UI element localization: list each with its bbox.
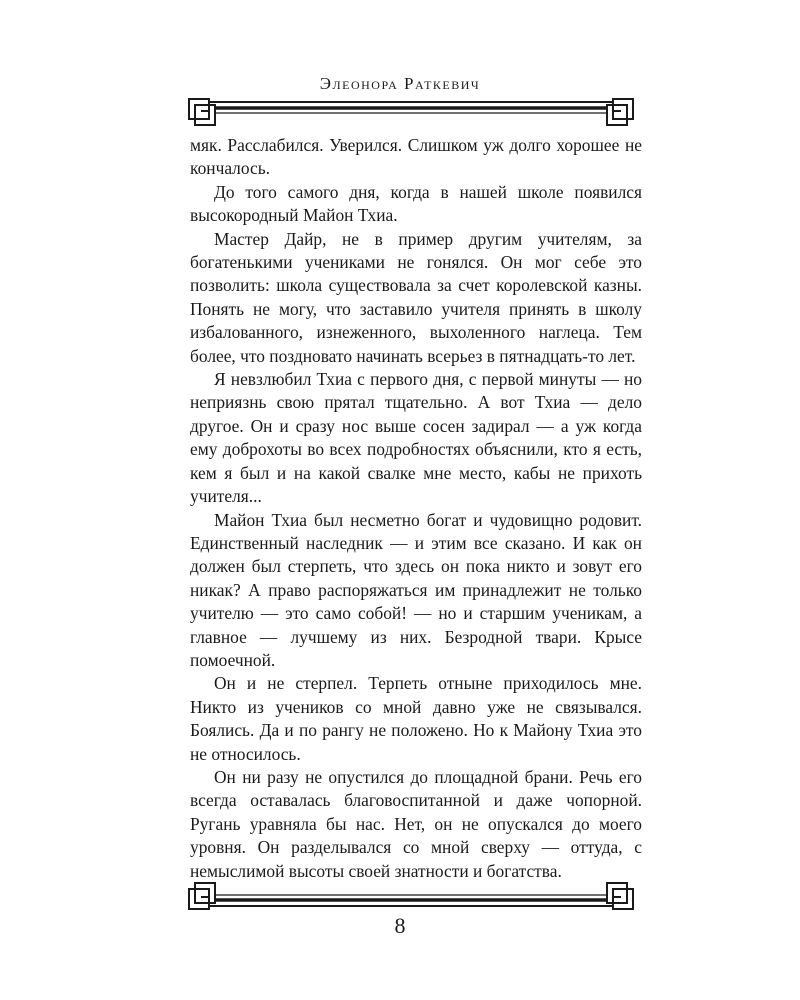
paragraph: Майон Тхиа был несметно богат и чудовищно родовит. Единственный наследник — и этим все сказано. И как он должен был стерпеть, что здесь он пока никто и зовут его никак? А право распоряжаться им принадлежит не только учителю — это само собой! — но и старшим ученикам, а главное — лучшему из них. Безродной твари. Крысе помоечной. [190, 509, 642, 670]
top-ornament-border-icon [186, 96, 636, 132]
bottom-ornament-border-icon [186, 876, 636, 912]
body-text [190, 134, 642, 883]
paragraph: Я невзлюбил Тхиа с первого дня, с первой минуты — но неприязнь свою прятал тщательно. А вот Тхиа — дело другое. Он и сразу нос выше сосен задирал — а уж когда ему доброхоты во всех подробностях объяснили, кто я есть, кем я был и на какой свалке мне место, кабы не прихоть учителя... [190, 369, 642, 507]
paragraph: мяк. Расслабился. Уверился. Слишком уж долго хорошее не кончалось. [190, 135, 642, 179]
paragraph: Он и не стерпел. Терпеть отныне приходилось мне. Никто из учеников со мной давно уже не связывался. Боялись. Да и по рангу не положено. Но к Майону Тхиа это не относилось. [190, 673, 642, 764]
running-head: Элеонора Раткевич [319, 74, 481, 93]
paragraph: Он ни разу не опустился до площадной брани. Речь его всегда оставалась благовоспитанной и даже чопорной. Ругань уравняла бы нас. Нет, он не опускался до моего уровня. Он разделывался со мной сверху — оттуда, с немыслимой высоты своей знатности и богатства. [190, 766, 642, 881]
paragraph: До того самого дня, когда в нашей школе появился высокородный Майон Тхиа. [190, 181, 642, 226]
paragraph: Мастер Дайр, не в пример другим учителям, за богатенькими учениками не гонялся. Он мог себе это позволить: школа существовала за счет королевской казны. Понять не могу, что заставило учителя принять в школу избалованного, изнеженного, выхоленного наглеца. Тем более, что поздновато начинать всерьез в пятнадцать-то лет. [190, 228, 642, 366]
page-number: 8 [394, 913, 406, 938]
